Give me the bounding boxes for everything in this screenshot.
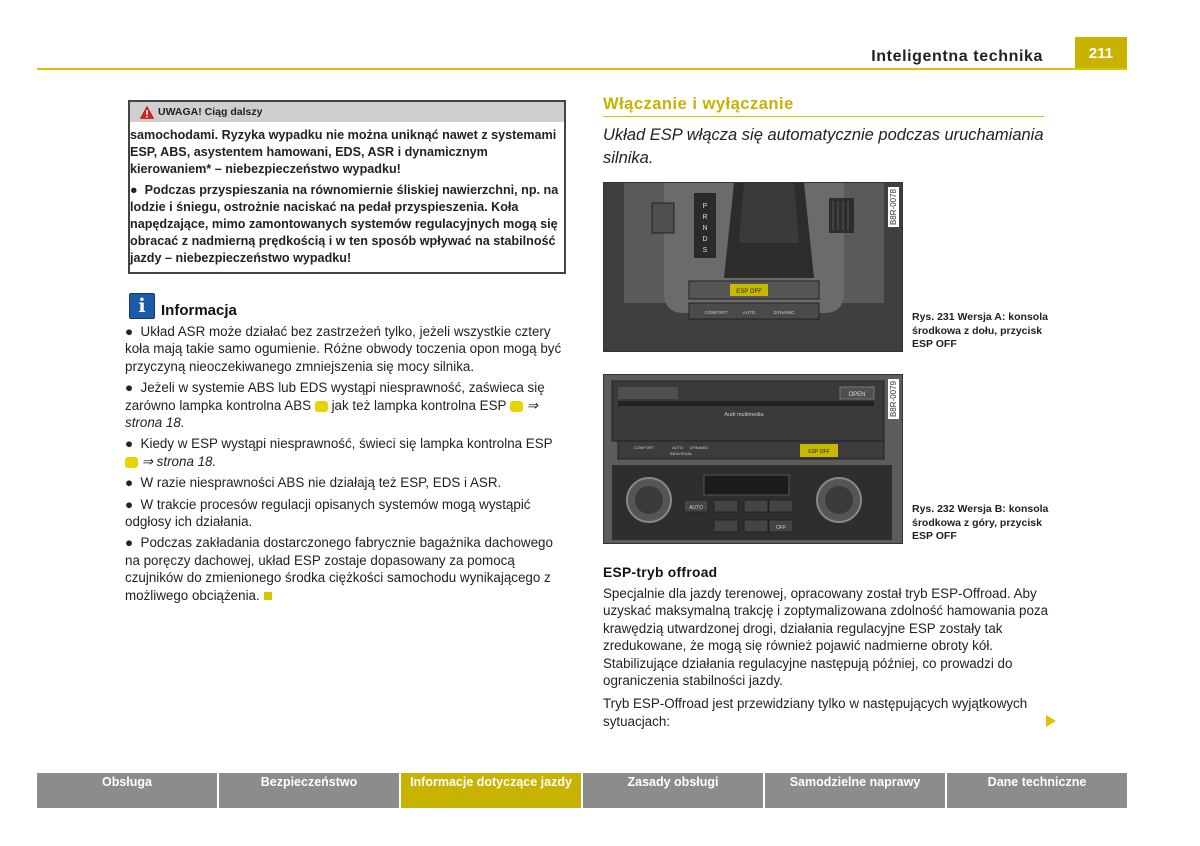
header-rule bbox=[37, 68, 1127, 70]
warning-heading bbox=[130, 102, 564, 122]
bullet: ● bbox=[130, 183, 145, 197]
figure-caption: Rys. 232 Wersja B: konsola środkowa z góry, przycisk ESP OFF bbox=[912, 503, 1049, 542]
continue-arrow-icon bbox=[1046, 715, 1056, 727]
mode-label: DYNAMIC bbox=[773, 310, 795, 315]
svg-text:R: R bbox=[702, 214, 708, 221]
svg-text:N: N bbox=[702, 225, 708, 232]
svg-text:P: P bbox=[702, 203, 708, 210]
figure-caption: Rys. 231 Wersja A: konsola środkowa z dołu, przycisk ESP OFF bbox=[912, 311, 1048, 350]
warning-paragraph-2-text: Podczas przyspieszania na równomiernie śliskiej nawierzchni, np. na lodzie i śniegu, ostrożnie naciskać na pedał przyspieszenia. Koła napędzające, mimo zamontowanych systemów regulacyjnych mogą się obracać z nadmierną prędkością i w ten sposób wpływać na stabilność jazdy – niebezpieczeństwo wypadku! bbox=[130, 183, 559, 265]
tab-samodzielne-naprawy[interactable]: Samodzielne naprawy bbox=[765, 773, 945, 808]
figure-code: B8R-0079 bbox=[889, 381, 898, 418]
esp-off-button-label: ESP OFF bbox=[808, 449, 830, 455]
climate-off-label: OFF bbox=[776, 525, 786, 531]
chapter-tabs bbox=[37, 773, 1127, 808]
mode-label: AUTO bbox=[672, 445, 684, 450]
running-header-title: Inteligentna technika bbox=[871, 48, 1043, 65]
mode-label: COMFORT bbox=[634, 445, 655, 450]
list-item-text: jak też lampka kontrolna ESP bbox=[331, 397, 507, 413]
figure-center-console-a bbox=[603, 182, 903, 352]
tab-zasady-obslugi[interactable]: Zasady obsługi bbox=[583, 773, 763, 808]
page-reference-link[interactable]: ⇒ strona 18. bbox=[125, 397, 538, 431]
page-reference-link[interactable]: ⇒ strona 18. bbox=[141, 453, 217, 469]
brand-label: Audi multimedia bbox=[724, 412, 764, 418]
paragraph: Tryb ESP-Offroad jest przewidziany tylko w następujących wyjątkowych sytuacjach: bbox=[603, 696, 1028, 729]
section-title: Włączanie i wyłączanie bbox=[603, 95, 794, 113]
list-item: ● Układ ASR może działać bez zastrzeżeń tylko, jeżeli wszystkie cztery koła mają takie samo ogumienie. Różne obwody toczenia opon mogą być przyczyną nieoczekiwanego zmniejszenia się mocy silnika. bbox=[125, 324, 562, 374]
mode-label: AUTO bbox=[742, 310, 756, 315]
figure-code: B8R-0078 bbox=[889, 189, 898, 226]
end-marker bbox=[264, 592, 272, 600]
section-lead: Układ ESP włącza się automatycznie podczas uruchamiania silnika. bbox=[603, 126, 1044, 167]
mode-label: DYNAMIC bbox=[690, 445, 709, 450]
esp-off-button-label: ESP OFF bbox=[736, 289, 762, 295]
open-button-label: OPEN bbox=[848, 392, 866, 398]
abs-warning-lamp-icon bbox=[315, 401, 328, 412]
console-b-illustration bbox=[604, 375, 903, 544]
paragraph: Specjalnie dla jazdy terenowej, opracowany został tryb ESP-Offroad. Aby uzyskać maksymalną trakcję i zoptymalizowana zdolność hamowania poza krawędzią utwardzonej drogi, działania regulacyjne ESP zostały tak zredukowane, że mogą się również pojawić nadmierne obroty kół. Stabilizujące działania regulacyjne następują później, co prowadzi do ograniczenia stabilności jazdy. bbox=[603, 586, 1049, 689]
page-number: 211 bbox=[1075, 37, 1127, 70]
list-item-text: W razie niesprawności ABS nie działają też ESP, EDS i ASR. bbox=[140, 475, 502, 491]
list-item: ● Podczas zakładania dostarczonego fabrycznie bagażnika dachowego na poręczy dachowej, układ ESP zostaje dopasowany za pomocą czujników do zmienionego środka ciężkości samochodu wynikającego z możliwego obciążenia. bbox=[125, 535, 553, 603]
warning-heading-text: UWAGA! Ciąg dalszy bbox=[158, 106, 263, 118]
svg-text:D: D bbox=[702, 236, 708, 243]
info-list bbox=[125, 323, 567, 608]
warning-paragraph-1: samochodami. Ryzyka wypadku nie można uniknąć nawet z systemami ESP, ABS, asystentem hamowani, EDS, ASR i dynamicznym kierowaniem* – niebezpieczeństwo wypadku! bbox=[130, 128, 557, 176]
svg-text:S: S bbox=[702, 247, 708, 254]
list-item-text: Podczas zakładania dostarczonego fabrycznie bagażnika dachowego na poręczy dachowej, układ ESP zostaje dopasowany za pomocą czujników do zmienionego środka ciężkości samochodu wynikającego z możliwego obciążenia. bbox=[125, 535, 553, 603]
mode-label: INDIVIDUAL bbox=[670, 451, 693, 456]
warning-triangle-icon bbox=[140, 106, 154, 119]
esp-warning-lamp-icon bbox=[125, 457, 138, 468]
section-rule bbox=[603, 116, 1044, 117]
subsection-title: ESP-tryb offroad bbox=[603, 565, 718, 580]
list-item-text: W trakcie procesów regulacji opisanych systemów mogą wystąpić odgłosy ich działania. bbox=[125, 496, 531, 530]
list-item: ● W trakcie procesów regulacji opisanych systemów mogą wystąpić odgłosy ich działania. bbox=[125, 496, 531, 530]
list-item: ● W razie niesprawności ABS nie działają też ESP, EDS i ASR. bbox=[125, 475, 502, 491]
info-title: Informacja bbox=[161, 302, 237, 319]
tab-dane-techniczne[interactable]: Dane techniczne bbox=[947, 773, 1127, 808]
offroad-text bbox=[603, 585, 1049, 736]
list-item-text: Układ ASR może działać bez zastrzeżeń tylko, jeżeli wszystkie cztery koła mają takie samo ogumienie. Różne obwody toczenia opon mogą być przyczyną nieoczekiwanego zmniejszenia się mocy silnika. bbox=[125, 324, 562, 374]
list-item: ● Kiedy w ESP wystąpi niesprawność, świeci się lampka kontrolna ESP ⇒ strona 18. bbox=[125, 436, 553, 469]
info-icon: i bbox=[129, 293, 155, 319]
figure-center-console-b bbox=[603, 374, 903, 544]
warning-paragraph-2 bbox=[130, 182, 560, 267]
console-a-illustration bbox=[604, 183, 903, 352]
list-item-text: Kiedy w ESP wystąpi niesprawność, świeci się lampka kontrolna ESP bbox=[140, 436, 553, 452]
list-item: ● Jeżeli w systemie ABS lub EDS wystąpi niesprawność, zaświeca się zarówno lampka kontrolna ABS jak też lampka kontrolna ESP ⇒ strona 18. bbox=[125, 380, 545, 431]
warning-text bbox=[130, 127, 560, 271]
tab-informacje-dotyczace-jazdy[interactable]: Informacje dotyczące jazdy bbox=[401, 773, 581, 808]
tab-bezpieczenstwo[interactable]: Bezpieczeństwo bbox=[219, 773, 399, 808]
list-item-text: Jeżeli w systemie ABS lub EDS wystąpi niesprawność, zaświeca się zarówno lampka kontrolna ABS bbox=[125, 380, 545, 413]
tab-obsluga[interactable]: Obsługa bbox=[37, 773, 217, 808]
esp-warning-lamp-icon bbox=[510, 401, 523, 412]
climate-auto-label: AUTO bbox=[689, 505, 703, 511]
mode-label: COMFORT bbox=[704, 310, 728, 315]
